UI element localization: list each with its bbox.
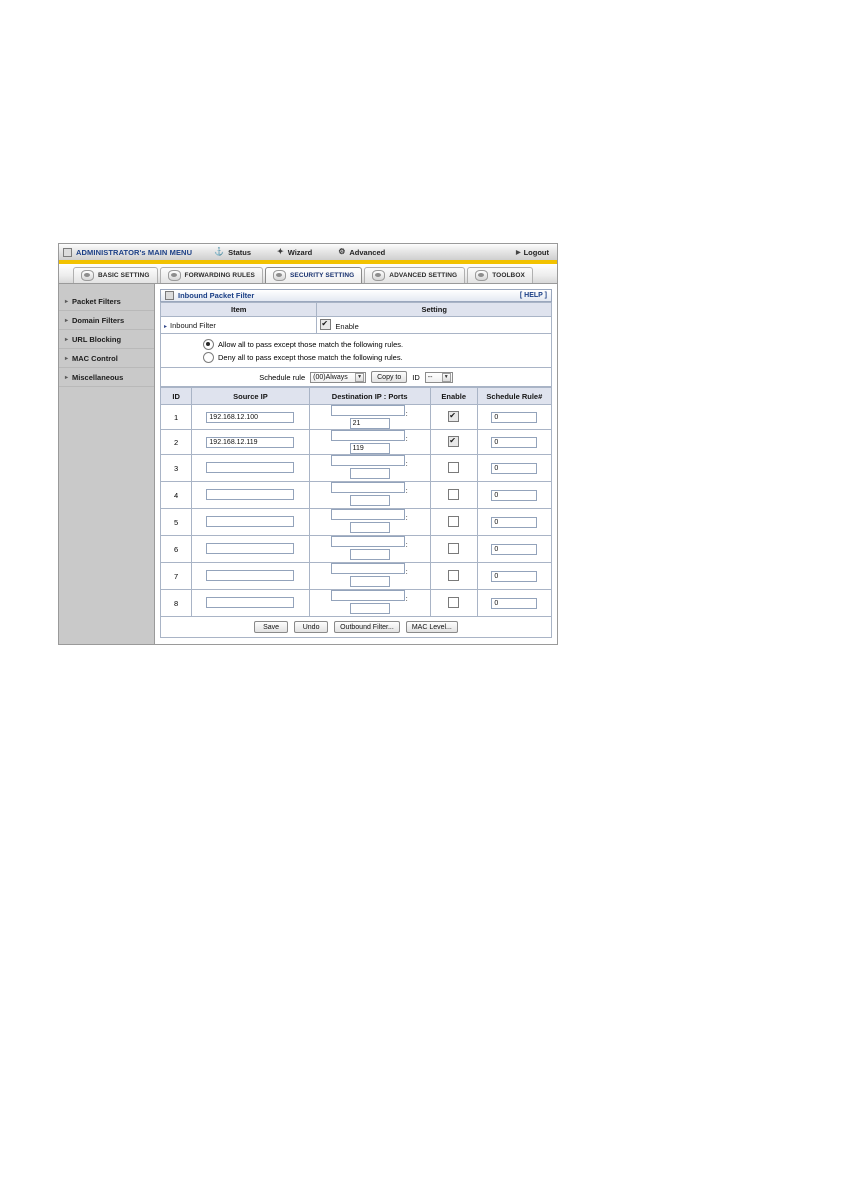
rule-source-ip-cell [192, 563, 309, 590]
source-ip-input[interactable] [206, 570, 294, 581]
sidebar-item-label: Packet Filters [72, 296, 121, 306]
inbound-filter-enable-checkbox[interactable] [320, 319, 331, 330]
tab-security-setting[interactable] [265, 267, 362, 283]
rule-source-ip-cell [192, 482, 309, 509]
rule-schedule-cell [477, 563, 551, 590]
policy-deny-radio[interactable] [203, 352, 214, 363]
save-button[interactable]: Save [254, 621, 288, 633]
chevron-right-icon: ▶ [515, 249, 521, 256]
table-row [161, 536, 552, 563]
tab-forwarding-rules-label: FORWARDING RULES [184, 272, 255, 279]
rule-id: 6 [161, 536, 192, 563]
source-ip-input[interactable] [206, 516, 294, 527]
rule-schedule-cell [477, 430, 551, 455]
port-separator: : [405, 411, 408, 418]
port-separator: : [405, 515, 408, 522]
topbar-advanced-label: Advanced [349, 247, 386, 257]
sidebar-item-label: URL Blocking [72, 334, 122, 344]
header-id: ID [161, 388, 192, 405]
table-row [161, 455, 552, 482]
policy-allow-label: Allow all to pass except those match the following rules. [218, 340, 404, 349]
header-source-ip: Source IP [192, 388, 309, 405]
sidebar-item-label: MAC Control [72, 353, 118, 363]
dest-port-input[interactable]: 119 [350, 443, 390, 454]
rule-source-ip-cell [192, 590, 309, 617]
rule-enable-cell [430, 455, 477, 482]
rule-enable-cell [430, 509, 477, 536]
rule-enable-cell [430, 482, 477, 509]
triangle-right-icon: ▸ [164, 323, 168, 330]
schedule-rule-input[interactable]: 0 [491, 437, 537, 448]
security-setting-icon [273, 270, 286, 281]
dest-port-input[interactable] [350, 603, 390, 614]
rule-dest-cell [309, 590, 430, 617]
dest-ip-input[interactable] [331, 455, 405, 466]
rule-source-ip-cell [192, 430, 309, 455]
bullet-icon: ▸ [65, 355, 69, 362]
tab-basic-setting-label: BASIC SETTING [98, 272, 150, 279]
policy-deny-row[interactable] [203, 352, 551, 363]
rule-enable-checkbox[interactable] [448, 489, 459, 500]
rule-enable-checkbox[interactable] [448, 436, 459, 447]
dest-port-input[interactable] [350, 576, 390, 587]
sidebar-item-mac-control[interactable] [59, 349, 154, 368]
wand-icon: ✦ [276, 247, 284, 256]
schedule-rule-select[interactable] [310, 372, 366, 383]
schedule-rule-input[interactable]: 0 [491, 571, 537, 582]
topbar-item-status[interactable] [214, 248, 251, 257]
policy-allow-radio[interactable] [203, 339, 214, 350]
topbar-nav [214, 248, 516, 257]
header-item: Item [161, 303, 317, 317]
rule-schedule-cell [477, 405, 551, 430]
toolbox-icon [475, 270, 488, 281]
copy-to-button[interactable]: Copy to [371, 371, 407, 383]
header-setting: Setting [317, 303, 552, 317]
source-ip-input[interactable] [206, 489, 294, 500]
advanced-setting-icon [372, 270, 385, 281]
tab-forwarding-rules[interactable] [160, 267, 263, 283]
rule-enable-checkbox[interactable] [448, 516, 459, 527]
top-admin-bar [58, 243, 558, 260]
dest-port-input[interactable]: 21 [350, 418, 390, 429]
panel-square-icon [165, 291, 174, 300]
admin-menu-label: ADMINISTRATOR's MAIN MENU [76, 247, 193, 257]
rule-id: 1 [161, 405, 192, 430]
rule-id: 8 [161, 590, 192, 617]
source-ip-input[interactable] [206, 543, 294, 554]
main-tab-bar [58, 264, 558, 284]
sidebar-item-packet-filters[interactable] [59, 292, 154, 311]
page-body [58, 284, 558, 645]
rule-dest-cell [309, 455, 430, 482]
bullet-icon: ▸ [65, 317, 69, 324]
tab-advanced-setting-label: ADVANCED SETTING [389, 272, 458, 279]
anchor-icon: ⚓ [214, 247, 225, 256]
rule-dest-cell [309, 482, 430, 509]
rule-id: 5 [161, 509, 192, 536]
bullet-icon: ▸ [65, 298, 69, 305]
rule-enable-checkbox[interactable] [448, 462, 459, 473]
mac-level-button[interactable]: MAC Level... [406, 621, 458, 633]
rule-schedule-cell [477, 482, 551, 509]
port-separator: : [405, 596, 408, 603]
dest-ip-input[interactable] [331, 405, 405, 416]
dest-port-input[interactable] [350, 468, 390, 479]
table-row [161, 430, 552, 455]
rule-dest-cell [309, 405, 430, 430]
inbound-filter-enable-label: Enable [335, 322, 359, 331]
rule-source-ip-cell [192, 536, 309, 563]
topbar-status-label: Status [228, 247, 251, 257]
topbar-wizard-label: Wizard [287, 247, 313, 257]
schedule-rule-input[interactable]: 0 [491, 412, 537, 423]
schedule-id-select[interactable] [425, 372, 453, 383]
source-ip-input[interactable] [206, 462, 294, 473]
rule-source-ip-cell [192, 405, 309, 430]
rule-schedule-cell [477, 536, 551, 563]
dest-port-input[interactable] [350, 549, 390, 560]
rule-enable-cell [430, 563, 477, 590]
rule-schedule-cell [477, 455, 551, 482]
sidebar-item-miscellaneous[interactable] [59, 368, 154, 387]
sidebar-item-label: Miscellaneous [72, 372, 124, 382]
rule-enable-checkbox[interactable] [448, 597, 459, 608]
rule-source-ip-cell [192, 509, 309, 536]
packet-filter-rules-table [160, 387, 552, 617]
policy-radio-group [160, 334, 552, 368]
schedule-rule-row [160, 368, 552, 387]
policy-deny-label: Deny all to pass except those match the following rules. [218, 353, 403, 362]
sidebar [59, 284, 155, 644]
tab-security-setting-label: SECURITY SETTING [289, 272, 355, 279]
panel-title [165, 291, 254, 300]
dest-ip-input[interactable] [331, 590, 405, 601]
router-admin-ui [58, 243, 558, 645]
rule-schedule-cell [477, 509, 551, 536]
table-row [161, 482, 552, 509]
rule-dest-cell [309, 430, 430, 455]
rule-id: 4 [161, 482, 192, 509]
rule-id: 7 [161, 563, 192, 590]
rule-dest-cell [309, 563, 430, 590]
forwarding-rules-icon [168, 270, 181, 281]
source-ip-input[interactable]: 192.168.12.100 [206, 412, 294, 423]
rule-enable-cell [430, 405, 477, 430]
dest-ip-input[interactable] [331, 430, 405, 441]
rule-enable-cell [430, 430, 477, 455]
sidebar-item-domain-filters[interactable] [59, 311, 154, 330]
schedule-rule-selected-value: (00)Always [313, 373, 348, 381]
port-separator: : [405, 542, 408, 549]
administrator-main-menu[interactable] [63, 248, 192, 257]
schedule-rule-input[interactable]: 0 [491, 517, 537, 528]
topbar-item-advanced[interactable] [338, 248, 385, 257]
rule-source-ip-cell [192, 455, 309, 482]
policy-allow-row[interactable] [203, 339, 551, 350]
tab-toolbox-label: TOOLBOX [492, 272, 525, 279]
rule-dest-cell [309, 509, 430, 536]
port-separator: : [405, 569, 408, 576]
inbound-filter-row [161, 317, 552, 334]
dest-port-input[interactable] [350, 495, 390, 506]
logout-button[interactable] [516, 248, 549, 257]
basic-setting-icon [81, 270, 94, 281]
port-separator: : [405, 436, 408, 443]
logout-label: Logout [523, 247, 549, 257]
table-row [161, 590, 552, 617]
table-row [161, 405, 552, 430]
help-link[interactable]: [ HELP ] [519, 292, 547, 299]
topbar-item-wizard[interactable] [277, 248, 312, 257]
inbound-filter-label: Inbound Filter [170, 320, 216, 330]
source-ip-input[interactable]: 192.168.12.119 [206, 437, 294, 448]
schedule-rule-input[interactable]: 0 [491, 544, 537, 555]
dest-ip-input[interactable] [331, 482, 405, 493]
rule-id: 2 [161, 430, 192, 455]
dest-port-input[interactable] [350, 522, 390, 533]
bullet-icon: ▸ [65, 374, 69, 381]
chevron-down-icon: ▼ [442, 373, 451, 382]
inbound-filter-setting [317, 317, 552, 334]
rule-schedule-cell [477, 590, 551, 617]
rule-dest-cell [309, 536, 430, 563]
tab-basic-setting[interactable] [73, 267, 158, 283]
schedule-rule-input[interactable]: 0 [491, 490, 537, 501]
header-destination-ip-ports: Destination IP : Ports [309, 388, 430, 405]
content-area [155, 284, 557, 644]
inbound-filter-item [161, 317, 317, 334]
rule-enable-cell [430, 536, 477, 563]
menu-square-icon [63, 248, 72, 257]
dest-ip-input[interactable] [331, 563, 405, 574]
tab-toolbox[interactable] [467, 267, 533, 283]
header-schedule-rule: Schedule Rule# [477, 388, 551, 405]
table-row [161, 563, 552, 590]
sidebar-item-label: Domain Filters [72, 315, 125, 325]
panel-header [160, 289, 552, 302]
header-enable: Enable [430, 388, 477, 405]
schedule-id-label: ID [412, 372, 420, 382]
table-header-row [161, 303, 552, 317]
source-ip-input[interactable] [206, 597, 294, 608]
rule-id: 3 [161, 455, 192, 482]
form-action-buttons [160, 617, 552, 638]
bullet-icon: ▸ [65, 336, 69, 343]
port-separator: : [405, 488, 408, 495]
schedule-rule-input[interactable]: 0 [491, 598, 537, 609]
dest-ip-input[interactable] [331, 509, 405, 520]
port-separator: : [405, 461, 408, 468]
table-row [161, 509, 552, 536]
rule-enable-checkbox[interactable] [448, 411, 459, 422]
tab-advanced-setting[interactable] [364, 267, 465, 283]
rule-enable-checkbox[interactable] [448, 570, 459, 581]
gear-icon: ⚙ [338, 247, 346, 256]
rule-enable-cell [430, 590, 477, 617]
panel-title-label: Inbound Packet Filter [178, 291, 255, 300]
dest-ip-input[interactable] [331, 536, 405, 547]
rules-header-row [161, 388, 552, 405]
schedule-rule-label: Schedule rule [259, 372, 306, 382]
outbound-filter-button[interactable]: Outbound Filter... [334, 621, 400, 633]
rule-enable-checkbox[interactable] [448, 543, 459, 554]
undo-button[interactable]: Undo [294, 621, 328, 633]
item-setting-table [160, 302, 552, 334]
schedule-id-value: -- [427, 373, 433, 381]
chevron-down-icon: ▼ [355, 373, 364, 382]
sidebar-item-url-blocking[interactable] [59, 330, 154, 349]
schedule-rule-input[interactable]: 0 [491, 463, 537, 474]
